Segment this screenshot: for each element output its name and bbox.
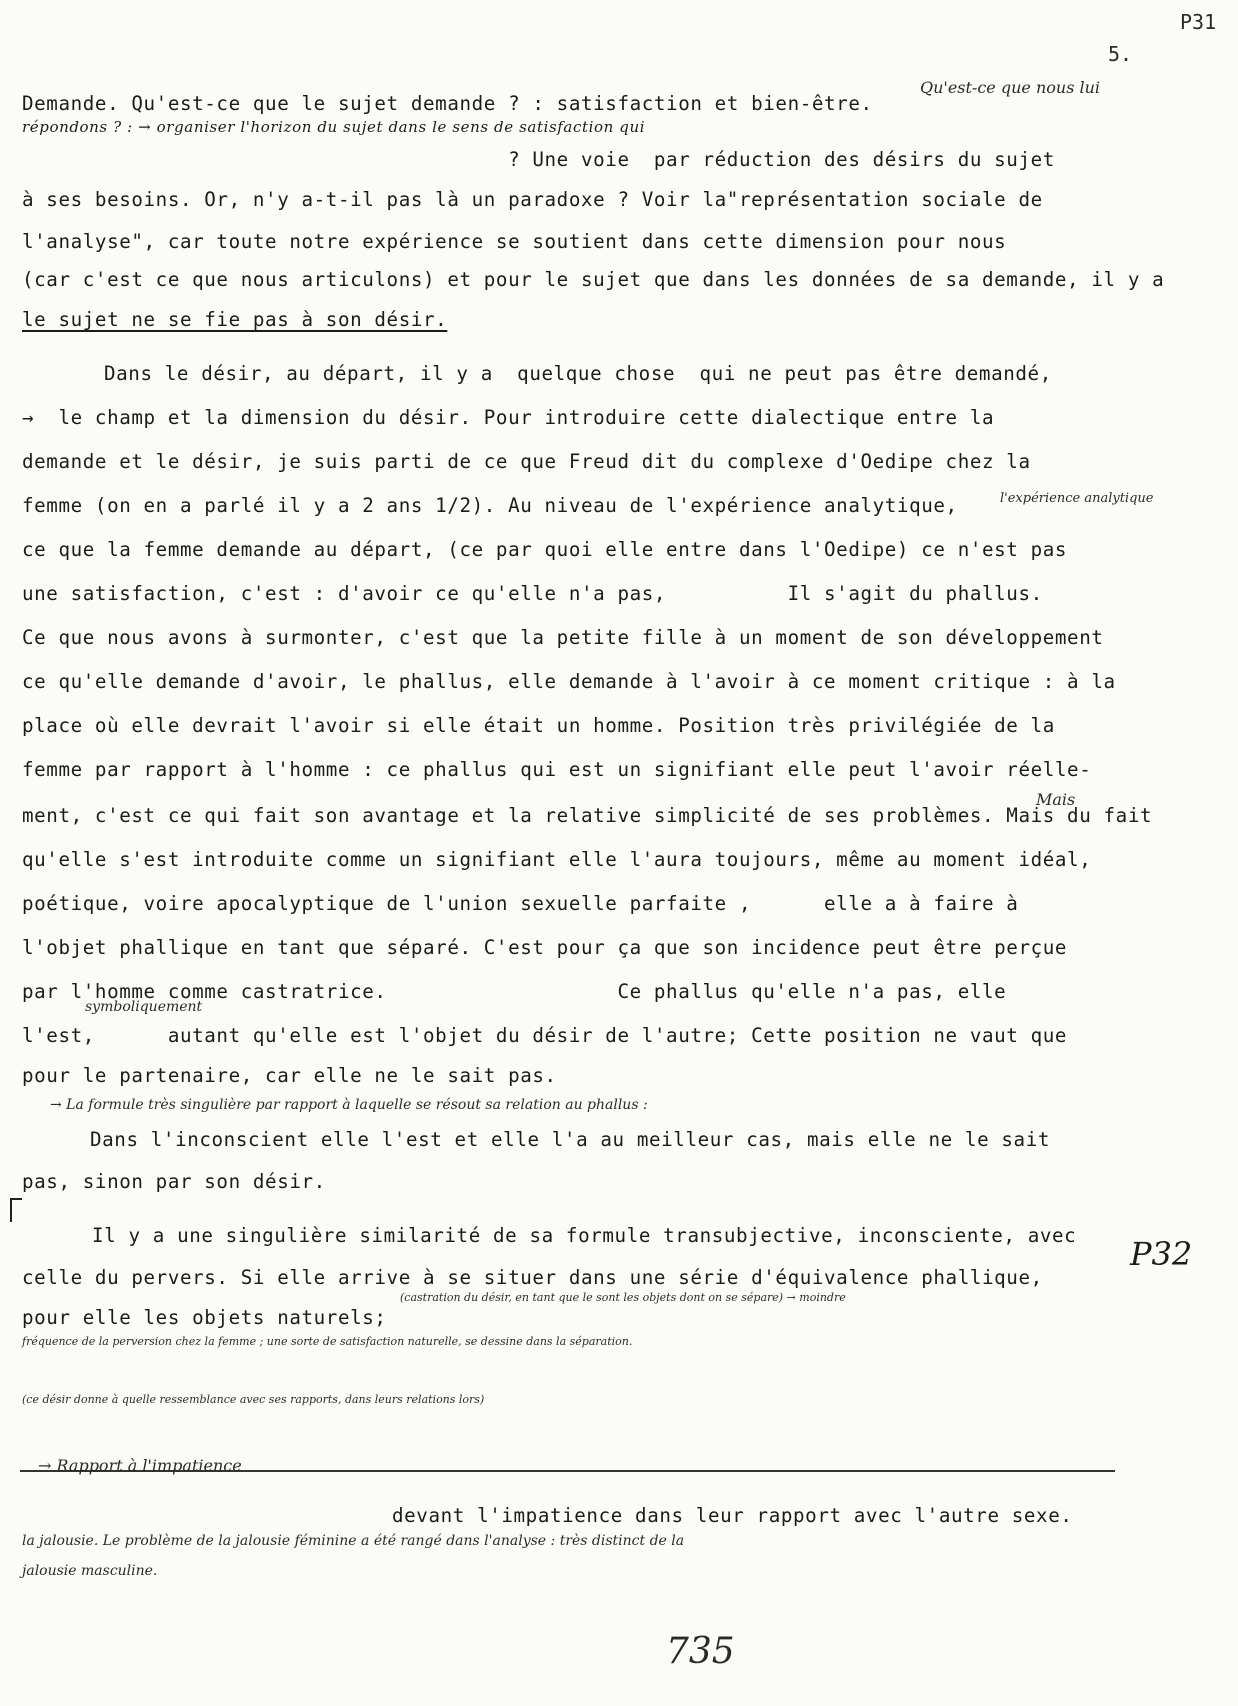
text-line: pas, sinon par son désir.	[22, 1170, 326, 1193]
text-line: Dans l'inconscient elle l'est et elle l'a au meilleur cas, mais elle ne le sait	[90, 1128, 1050, 1151]
handwritten-note: fréquence de la perversion chez la femme ; une sorte de satisfaction naturelle, se dessine dans la séparation.	[22, 1335, 633, 1348]
handwritten-note: (ce désir donne à quelle ressemblance avec ses rapports, dans leurs relations lors)	[22, 1393, 485, 1406]
text-line: le sujet ne se fie pas à son désir.	[22, 308, 448, 331]
text-line: devant l'impatience dans leur rapport avec l'autre sexe.	[392, 1504, 1073, 1527]
text-line: ? Une voie par réduction des désirs du sujet	[22, 148, 1055, 171]
text-line: → le champ et la dimension du désir. Pour introduire cette dialectique entre la	[22, 406, 995, 429]
handwritten-note: jalousie masculine.	[22, 1563, 158, 1579]
text-line: femme par rapport à l'homme : ce phallus qui est un signifiant elle peut l'avoir réelle-	[22, 758, 1092, 781]
page-number: 5.	[1108, 42, 1133, 66]
text-line: femme (on en a parlé il y a 2 ans 1/2). Au niveau de l'expérience analytique,	[22, 494, 958, 517]
handwritten-note: Qu'est-ce que nous lui	[920, 78, 1101, 97]
text-line: celle du pervers. Si elle arrive à se situer dans une série d'équivalence phallique,	[22, 1266, 1043, 1289]
text-line: poétique, voire apocalyptique de l'union sexuelle parfaite , elle a à faire à	[22, 892, 1019, 915]
handwritten-note: (castration du désir, en tant que le sont les objets dont on se sépare) → moindre	[400, 1291, 846, 1304]
text-line: par l'homme comme castratrice. Ce phallus qu'elle n'a pas, elle	[22, 980, 1007, 1003]
text-line: l'est, autant qu'elle est l'objet du désir de l'autre; Cette position ne vaut que	[22, 1024, 1068, 1047]
text-line: demande et le désir, je suis parti de ce que Freud dit du complexe d'Oedipe chez la	[22, 450, 1031, 473]
corner-page-mark: P31	[1180, 10, 1217, 34]
text-line: une satisfaction, c'est : d'avoir ce qu'elle n'a pas, Il s'agit du phallus.	[22, 582, 1043, 605]
text-line: l'analyse", car toute notre expérience se soutient dans cette dimension pour nous	[22, 230, 1007, 253]
text-line: à ses besoins. Or, n'y a-t-il pas là un paradoxe ? Voir la"représentation sociale de	[22, 188, 1043, 211]
handwritten-note: la jalousie. Le problème de la jalousie féminine a été rangé dans l'analyse : très distinct de la	[22, 1533, 685, 1549]
text-line: pour le partenaire, car elle ne le sait pas.	[22, 1064, 557, 1087]
text-line: Dans le désir, au départ, il y a quelque chose qui ne peut pas être demandé,	[104, 362, 1052, 385]
handwritten-note: → La formule très singulière par rapport à laquelle se résout sa relation au phallus :	[50, 1097, 648, 1113]
margin-page-mark: P32	[1130, 1235, 1193, 1273]
bracket-mark	[10, 1198, 22, 1222]
text-line: (car c'est ce que nous articulons) et pour le sujet que dans les données de sa demande, il y a	[22, 268, 1165, 291]
text-line: ce que la femme demande au départ, (ce par quoi elle entre dans l'Oedipe) ce n'est pas	[22, 538, 1068, 561]
text-line: ment, c'est ce qui fait son avantage et la relative simplicité de ses problèmes. Mais du fait	[22, 804, 1153, 827]
text-line: Ce que nous avons à surmonter, c'est que la petite fille à un moment de son développement	[22, 626, 1104, 649]
text-line: qu'elle s'est introduite comme un signifiant elle l'aura toujours, même au moment idéal,	[22, 848, 1092, 871]
text-line: place où elle devrait l'avoir si elle était un homme. Position très privilégiée de la	[22, 714, 1055, 737]
text-line: Demande. Qu'est-ce que le sujet demande ? : satisfaction et bien-être.	[22, 92, 873, 115]
handwritten-note: symboliquement	[85, 999, 203, 1015]
handwritten-note: → Rapport à l'impatience	[38, 1456, 242, 1475]
text-line: pour elle les objets naturels;	[22, 1306, 387, 1329]
text-line: Il y a une singulière similarité de sa formule transubjective, inconsciente, avec	[92, 1224, 1077, 1247]
text-line: ce qu'elle demande d'avoir, le phallus, elle demande à l'avoir à ce moment critique : à la	[22, 670, 1116, 693]
handwritten-page-number: 735	[666, 1631, 735, 1672]
handwritten-note: l'expérience analytique	[1000, 491, 1154, 506]
text-line: l'objet phallique en tant que séparé. C'est pour ça que son incidence peut être perçue	[22, 936, 1068, 959]
handwritten-note: Mais	[1036, 790, 1076, 809]
text-line: répondons ? : → organiser l'horizon du sujet dans le sens de satisfaction qui	[22, 118, 646, 136]
